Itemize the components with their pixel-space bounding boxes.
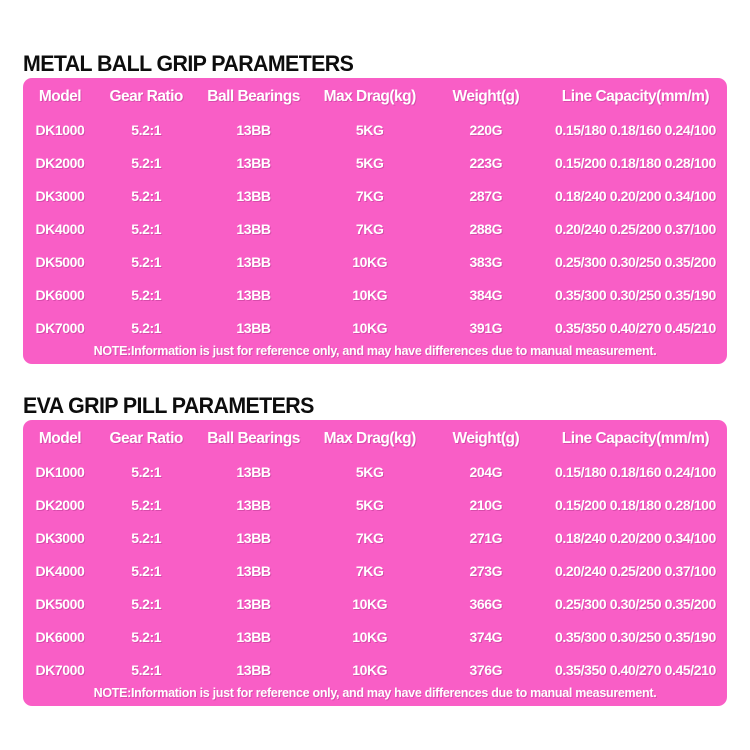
- cell-line-capacity: 0.25/300 0.30/250 0.35/200: [555, 253, 716, 270]
- cell-weight: 271G: [469, 529, 503, 546]
- cell-max-drag: 5KG: [355, 154, 384, 171]
- cell-max-drag: 5KG: [355, 121, 384, 138]
- cell-line-capacity: 0.35/350 0.40/270 0.45/210: [555, 319, 716, 336]
- column-header-ball-bearings: Ball Bearings: [207, 88, 300, 105]
- cell-ball-bearings: 13BB: [236, 220, 271, 237]
- table-row-dk5000: [23, 245, 727, 278]
- cell-line-capacity: 0.35/350 0.40/270 0.45/210: [555, 661, 716, 678]
- cell-max-drag: 10KG: [352, 286, 388, 303]
- table-row-dk2000: [23, 488, 727, 521]
- table-row-dk1000: [23, 455, 727, 488]
- cell-ball-bearings: 13BB: [236, 253, 271, 270]
- cell-line-capacity: 0.15/180 0.18/160 0.24/100: [555, 463, 716, 480]
- column-header-model: Model: [38, 430, 82, 447]
- metal-ball-grip-table: [23, 78, 727, 364]
- cell-weight: 366G: [469, 595, 503, 612]
- cell-ball-bearings: 13BB: [236, 463, 271, 480]
- column-header-max-drag: Max Drag(kg): [323, 430, 416, 447]
- cell-weight: 220G: [469, 121, 503, 138]
- cell-weight: 384G: [469, 286, 503, 303]
- cell-line-capacity: 0.35/300 0.30/250 0.35/190: [555, 628, 716, 645]
- cell-model: DK2000: [35, 496, 85, 513]
- cell-ball-bearings: 13BB: [236, 595, 271, 612]
- table-row-dk7000: [23, 311, 727, 344]
- metal-ball-grip-section: [23, 52, 727, 364]
- table-row-dk4000: [23, 212, 727, 245]
- column-header-line-capacity: Line Capacity(mm/m): [561, 430, 710, 447]
- cell-model: DK3000: [35, 187, 85, 204]
- table-row-dk2000: [23, 146, 727, 179]
- cell-weight: 288G: [469, 220, 503, 237]
- cell-gear-ratio: 5.2:1: [131, 286, 162, 303]
- eva-grip-pill-section: [23, 394, 727, 706]
- cell-max-drag: 10KG: [352, 253, 388, 270]
- cell-max-drag: 7KG: [355, 187, 384, 204]
- column-header-weight: Weight(g): [452, 430, 520, 447]
- cell-model: DK5000: [35, 595, 85, 612]
- cell-ball-bearings: 13BB: [236, 562, 271, 579]
- table-header-row: [23, 78, 727, 113]
- cell-gear-ratio: 5.2:1: [131, 529, 162, 546]
- table-row-dk6000: [23, 278, 727, 311]
- cell-ball-bearings: 13BB: [236, 154, 271, 171]
- cell-model: DK7000: [35, 319, 85, 336]
- cell-ball-bearings: 13BB: [236, 121, 271, 138]
- cell-weight: 204G: [469, 463, 503, 480]
- cell-model: DK6000: [35, 286, 85, 303]
- cell-line-capacity: 0.18/240 0.20/200 0.34/100: [555, 529, 716, 546]
- cell-ball-bearings: 13BB: [236, 187, 271, 204]
- table-row-dk1000: [23, 113, 727, 146]
- cell-line-capacity: 0.20/240 0.25/200 0.37/100: [555, 562, 716, 579]
- eva-grip-pill-table: [23, 420, 727, 706]
- metal-ball-grip-title: METAL BALL GRIP PARAMETERS: [23, 51, 354, 76]
- cell-max-drag: 7KG: [355, 562, 384, 579]
- cell-gear-ratio: 5.2:1: [131, 661, 162, 678]
- cell-gear-ratio: 5.2:1: [131, 253, 162, 270]
- cell-line-capacity: 0.15/200 0.18/180 0.28/100: [555, 154, 716, 171]
- cell-line-capacity: 0.25/300 0.30/250 0.35/200: [555, 595, 716, 612]
- cell-line-capacity: 0.20/240 0.25/200 0.37/100: [555, 220, 716, 237]
- cell-model: DK5000: [35, 253, 85, 270]
- table-row-dk4000: [23, 554, 727, 587]
- table-row-dk5000: [23, 587, 727, 620]
- cell-max-drag: 5KG: [355, 463, 384, 480]
- cell-gear-ratio: 5.2:1: [131, 595, 162, 612]
- cell-ball-bearings: 13BB: [236, 319, 271, 336]
- cell-ball-bearings: 13BB: [236, 628, 271, 645]
- cell-gear-ratio: 5.2:1: [131, 187, 162, 204]
- column-header-gear-ratio: Gear Ratio: [109, 88, 183, 105]
- cell-gear-ratio: 5.2:1: [131, 496, 162, 513]
- cell-weight: 383G: [469, 253, 503, 270]
- cell-model: DK1000: [35, 463, 85, 480]
- cell-weight: 391G: [469, 319, 503, 336]
- table-row-dk3000: [23, 521, 727, 554]
- table-note: NOTE:Information is just for reference only, and may have differences due to manual measurement.: [93, 686, 657, 700]
- cell-gear-ratio: 5.2:1: [131, 319, 162, 336]
- column-header-max-drag: Max Drag(kg): [323, 88, 416, 105]
- column-header-ball-bearings: Ball Bearings: [207, 430, 300, 447]
- cell-weight: 287G: [469, 187, 503, 204]
- column-header-model: Model: [38, 88, 82, 105]
- cell-weight: 273G: [469, 562, 503, 579]
- cell-ball-bearings: 13BB: [236, 286, 271, 303]
- cell-ball-bearings: 13BB: [236, 496, 271, 513]
- cell-weight: 223G: [469, 154, 503, 171]
- cell-model: DK4000: [35, 220, 85, 237]
- cell-max-drag: 10KG: [352, 319, 388, 336]
- column-header-gear-ratio: Gear Ratio: [109, 430, 183, 447]
- cell-max-drag: 10KG: [352, 628, 388, 645]
- cell-line-capacity: 0.18/240 0.20/200 0.34/100: [555, 187, 716, 204]
- table-header-row: [23, 420, 727, 455]
- cell-max-drag: 7KG: [355, 529, 384, 546]
- cell-gear-ratio: 5.2:1: [131, 562, 162, 579]
- cell-line-capacity: 0.15/180 0.18/160 0.24/100: [555, 121, 716, 138]
- cell-model: DK4000: [35, 562, 85, 579]
- column-header-line-capacity: Line Capacity(mm/m): [561, 88, 710, 105]
- cell-model: DK7000: [35, 661, 85, 678]
- cell-ball-bearings: 13BB: [236, 529, 271, 546]
- cell-line-capacity: 0.15/200 0.18/180 0.28/100: [555, 496, 716, 513]
- table-note: NOTE:Information is just for reference only, and may have differences due to manual measurement.: [93, 344, 657, 358]
- cell-max-drag: 10KG: [352, 595, 388, 612]
- cell-max-drag: 5KG: [355, 496, 384, 513]
- cell-gear-ratio: 5.2:1: [131, 154, 162, 171]
- table-row-dk3000: [23, 179, 727, 212]
- table-row-dk7000: [23, 653, 727, 686]
- cell-model: DK1000: [35, 121, 85, 138]
- cell-line-capacity: 0.35/300 0.30/250 0.35/190: [555, 286, 716, 303]
- cell-model: DK2000: [35, 154, 85, 171]
- cell-model: DK3000: [35, 529, 85, 546]
- cell-ball-bearings: 13BB: [236, 661, 271, 678]
- cell-max-drag: 10KG: [352, 661, 388, 678]
- cell-gear-ratio: 5.2:1: [131, 220, 162, 237]
- cell-gear-ratio: 5.2:1: [131, 628, 162, 645]
- cell-gear-ratio: 5.2:1: [131, 463, 162, 480]
- cell-weight: 374G: [469, 628, 503, 645]
- column-header-weight: Weight(g): [452, 88, 520, 105]
- cell-model: DK6000: [35, 628, 85, 645]
- cell-gear-ratio: 5.2:1: [131, 121, 162, 138]
- cell-weight: 376G: [469, 661, 503, 678]
- eva-grip-pill-title: EVA GRIP PILL PARAMETERS: [23, 393, 314, 418]
- table-row-dk6000: [23, 620, 727, 653]
- cell-max-drag: 7KG: [355, 220, 384, 237]
- cell-weight: 210G: [469, 496, 503, 513]
